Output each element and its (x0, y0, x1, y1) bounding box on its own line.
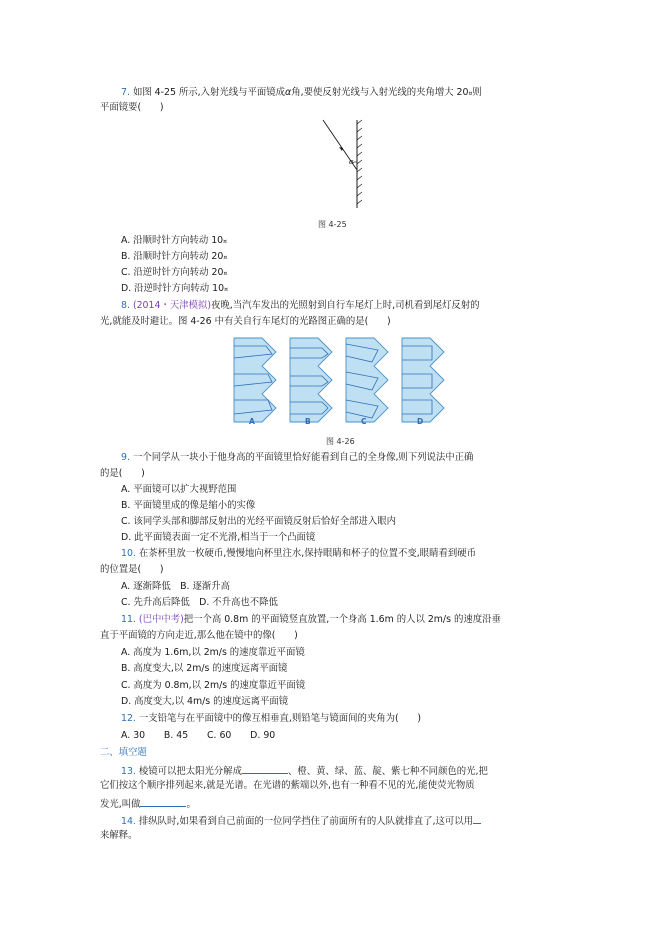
q11-number: 11. (121, 614, 136, 625)
q11-option-a: A. 高度为 1.6m,以 2m/s 的速度靠近平面镜 (121, 647, 305, 658)
q11-option-c: C. 高度为 0.8m,以 2m/s 的速度靠近平面镜 (121, 680, 306, 691)
q8-number: 8. (121, 300, 130, 311)
q9-option-a: A. 平面镜可以扩大视野范围 (121, 484, 237, 495)
q7-figure-label: α (349, 158, 354, 166)
q7-number: 7. (121, 87, 130, 98)
q9-text-a: 一个同学从一块小于他身高的平面镜里恰好能看到自己的全身像,则下列说法中正确 (132, 452, 474, 463)
q12-options: A. 30 B. 45 C. 60 D. 90 (121, 730, 276, 741)
q13-line2: 它们按这个顺序排列起来,就是光谱。在光谱的紫端以外,也有一种看不见的光,能使荧光物质 (100, 780, 475, 791)
q7-text-b: 角,要使反射光线与入射光线的夹角增大 20 (291, 87, 469, 98)
q11-source: (巴中中考) (138, 614, 184, 625)
q10-line1 (121, 547, 476, 560)
q13-text-a: 棱镜可以把太阳光分解成 (138, 766, 243, 777)
q7-line2: 平面镜要( ) (100, 102, 164, 113)
q9-line2: 的是( ) (100, 468, 145, 479)
q7-option-b: B. 沿顺时针方向转动 20¤ (121, 251, 228, 262)
q10-text-a: 在茶杯里放一枚硬币,慢慢地向杯里注水,保持眼睛和杯子的位置不变,眼睛看到硬币 (138, 548, 476, 559)
section2-title: 二、填空题 (100, 747, 147, 758)
q12-number: 12. (121, 713, 136, 724)
q7-option-d: D. 沿逆时针方向转动 10¤ (121, 283, 228, 294)
q8-label-c: C (361, 417, 367, 426)
q11-line2: 直于平面镜的方向走近,那么他在镜中的像( ) (100, 630, 298, 641)
q8-line1 (121, 299, 479, 312)
q11-line1 (121, 613, 501, 626)
q9-option-d: D. 此平面镜表面一定不光滑,相当于一个凸面镜 (121, 532, 316, 543)
q8-label-d: D (417, 417, 424, 426)
q7-line1: 7. 如图 4-25 所示,入射光线与平面镜成α角,要使反射光线与入射光线的夹角增大 20¤则 (121, 87, 482, 98)
q8-option-d-diagram (402, 338, 444, 422)
q10-line2: 的位置是( ) (100, 564, 164, 575)
q13-blank-1[interactable] (242, 763, 288, 774)
q9-option-c: C. 该同学头部和脚部反射出的光经平面镜反射后恰好全部进入眼内 (121, 516, 397, 527)
q13-number: 13. (121, 766, 136, 777)
q9-option-b: B. 平面镜里成的像是缩小的实像 (121, 500, 256, 511)
q8-option-b-diagram (290, 338, 332, 422)
q8-label-a: A (249, 417, 255, 426)
q14-text-a: 排纵队时,如果看到自己前面的一位同学挡住了前面所有的人队就排直了,这可以用 (138, 816, 473, 827)
q14-line1 (121, 813, 481, 828)
q11-text-a: 把一个高 0.8m 的平面镜竖直放置,一个身高 1.6m 的人以 2m/s 的速度沿垂 (183, 614, 501, 625)
q7-ray-arrow (339, 147, 343, 151)
q7-alpha: α (285, 87, 292, 98)
q7-text-c: 则 (472, 87, 482, 98)
q14-line2: 来解释。 (100, 830, 138, 841)
q9-line1 (121, 451, 473, 464)
q10-options-row1: A. 逐渐降低 B. 逐渐升高 (121, 581, 230, 592)
q8-figure-labels (232, 414, 447, 428)
q8-line2: 光,就能及时避让。图 4-26 中有关自行车尾灯的光路图正确的是( ) (100, 316, 391, 327)
q8-option-c-diagram (346, 338, 388, 422)
q12-line1 (121, 712, 421, 725)
q11-option-d: D. 高度变大,以 4m/s 的速度远离平面镜 (121, 696, 289, 707)
q11-option-b: B. 高度变大,以 2m/s 的速度远离平面镜 (121, 663, 288, 674)
q9-number: 9. (121, 452, 130, 463)
q13-line3-b: 。 (186, 799, 196, 810)
q13-line3 (100, 796, 196, 811)
q7-figure-caption: 图 4-25 (318, 220, 347, 229)
q8-text-a: 夜晚,当汽车发出的光照射到自行车尾灯上时,司机看到尾灯反射的 (211, 300, 480, 311)
q8-source: (2014・天津模拟) (132, 300, 211, 311)
q10-options-row2: C. 先升高后降低 D. 不升高也不降低 (121, 597, 278, 608)
q8-option-a-diagram (234, 338, 276, 422)
q7-option-c: C. 沿逆时针方向转动 20¤ (121, 267, 228, 278)
q12-text-a: 一支铅笔与在平面镜中的像互相垂直,则铅笔与镜面间的夹角为( ) (138, 713, 422, 724)
q14-blank[interactable] (473, 813, 481, 824)
q13-text-b: 、橙、黄、绿、蓝、靛、紫七种不同颜色的光,把 (288, 766, 488, 777)
q7-text-a: 如图 4-25 所示,入射光线与平面镜成 (132, 87, 286, 98)
q13-line1 (121, 763, 488, 778)
q8-figure-caption: 图 4-26 (326, 437, 355, 446)
q10-number: 10. (121, 548, 136, 559)
q7-mirror-hatch (357, 120, 362, 204)
q7-option-a: A. 沿顺时针方向转动 10¤ (121, 235, 227, 246)
q13-blank-2[interactable] (140, 796, 186, 807)
q13-line3-a: 发光,叫做 (100, 799, 141, 810)
q8-label-b: B (305, 417, 311, 426)
q14-number: 14. (121, 816, 136, 827)
q7-figure (315, 118, 375, 210)
